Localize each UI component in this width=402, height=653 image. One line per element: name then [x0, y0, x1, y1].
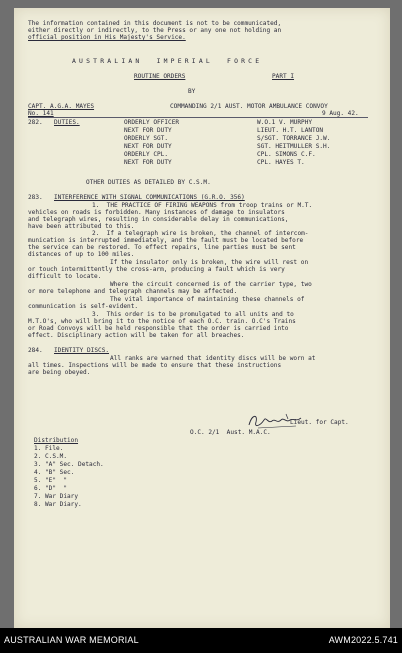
distribution-item: 3. "A" Sec. Detach. — [34, 461, 104, 468]
paragraph-line: 1. THE PRACTICE OF FIRING WEAPONS from troop trains or M.T. — [92, 202, 313, 209]
paragraph-line: distances of up to 100 miles. — [28, 251, 135, 258]
other-duties-note: OTHER DUTIES AS DETAILED BY C.S.M. — [86, 179, 211, 186]
paragraph-line: or more telephone and telegraph channels may be affected. — [28, 288, 238, 295]
paragraph-line: and telegraph wires, resulting in considerable delay in communications, — [28, 216, 289, 223]
notice-line: official position in His Majesty's Service. — [28, 34, 186, 41]
duty-name: S/SGT. TORRANCE J.W. — [257, 135, 331, 142]
paragraph-line: are being obeyed. — [28, 369, 91, 376]
paragraph-line: have been attributed to this. — [28, 223, 135, 230]
notice-line: either directly or indirectly, to the Press or any one not holding an — [28, 27, 282, 34]
section-title: INTERFERENCE WITH SIGNAL COMMUNICATIONS (G.R.O. 356) — [54, 194, 245, 201]
footer-accession-number: AWM2022.5.741 — [328, 635, 398, 645]
section-number: 283. — [28, 194, 43, 201]
section-title: IDENTITY DISCS. — [54, 347, 110, 354]
distribution-item: 7. War Diary — [34, 493, 79, 500]
commander-name: CAPT. A.G.A. MAYES — [28, 103, 95, 110]
header-rule — [28, 117, 368, 118]
routine-orders-document — [14, 8, 390, 628]
paragraph-line: communication is self-evident. — [28, 303, 139, 310]
command-title: COMMANDING 2/1 AUST. MOTOR AMBULANCE CONVOY — [170, 103, 328, 110]
paragraph-line: or touch intermittently the cross-arm, producing a fault which is very — [28, 266, 285, 273]
paragraph-line: M.T.O's, who will bring it to the notice of each O.C. train. O.C's Trains — [28, 318, 296, 325]
section-title: DUTIES. — [54, 119, 80, 126]
signoff-unit: O.C. 2/1 Aust. M.A.C. — [190, 429, 271, 436]
distribution-item: 2. C.S.M. — [34, 453, 68, 460]
distribution-item: 1. File. — [34, 445, 64, 452]
paragraph-line: All ranks are warned that identity discs will be worn at — [110, 355, 316, 362]
section-number: 284. — [28, 347, 43, 354]
duty-name: W.O.1 V. MURPHY — [257, 119, 313, 126]
paragraph-line: 2. If a telegraph wire is broken, the channel of intercom- — [92, 230, 309, 237]
paragraph-line: 3. This order is to be promulgated to all units and to — [92, 311, 294, 318]
duty-name: SGT. HEITMULLER S.H. — [257, 143, 331, 150]
paragraph-line: If the insulator only is broken, the wire will rest on — [110, 259, 309, 266]
duty-role: ORDERLY OFFICER — [124, 119, 180, 126]
distribution-item: 5. "E" " — [34, 477, 68, 484]
duty-role: ORDERLY SGT. — [124, 135, 169, 142]
force-title: AUSTRALIAN IMPERIAL FORCE — [72, 57, 263, 65]
paragraph-line: munication is interrupted immediately, and the fault must be located before — [28, 237, 304, 244]
signoff-rank: Lieut. for Capt. — [290, 419, 349, 426]
paragraph-line: or Road Convoys will be held responsible that the order is carried into — [28, 325, 289, 332]
paragraph-line: difficult to locate. — [28, 273, 102, 280]
paragraph-line: all times. Inspections will be made to ensure that these instructions — [28, 362, 282, 369]
footer-institution: AUSTRALIAN WAR MEMORIAL — [4, 635, 139, 645]
duty-role: NEXT FOR DUTY — [124, 127, 172, 134]
duty-name: CPL. HAYES T. — [257, 159, 305, 166]
distribution-item: 8. War Diary. — [34, 501, 82, 508]
part-heading: PART I — [272, 73, 295, 80]
distribution-title: Distribution — [34, 437, 79, 444]
by-label: BY — [188, 88, 196, 95]
archive-footer — [0, 628, 402, 653]
paragraph-line: vehicles on roads is forbidden. Many instances of damage to insulators — [28, 209, 285, 216]
order-date: 9 Aug. 42. — [322, 110, 359, 117]
duty-role: ORDERLY CPL. — [124, 151, 169, 158]
document-sheet — [14, 8, 390, 628]
paragraph-line: the service can be restored. To effect repairs, line parties must be sent — [28, 244, 296, 251]
section-number: 282. — [28, 119, 43, 126]
routine-orders-heading: ROUTINE ORDERS — [134, 73, 186, 80]
paragraph-line: effect. Disciplinary action will be taken for all breaches. — [28, 332, 245, 339]
paragraph-line: The vital importance of maintaining these channels of — [110, 296, 305, 303]
duty-name: CPL. SIMONS C.F. — [257, 151, 316, 158]
distribution-item: 6. "D" " — [34, 485, 68, 492]
distribution-item: 4. "B" Sec. — [34, 469, 75, 476]
notice-line: The information contained in this document is not to be communicated, — [28, 20, 282, 27]
duty-name: LIEUT. H.T. LANTON — [257, 127, 324, 134]
paragraph-line: Where the circuit concerned is of the carrier type, two — [110, 281, 312, 288]
order-number: No. 141 — [28, 110, 54, 117]
duty-role: NEXT FOR DUTY — [124, 159, 172, 166]
duty-role: NEXT FOR DUTY — [124, 143, 172, 150]
